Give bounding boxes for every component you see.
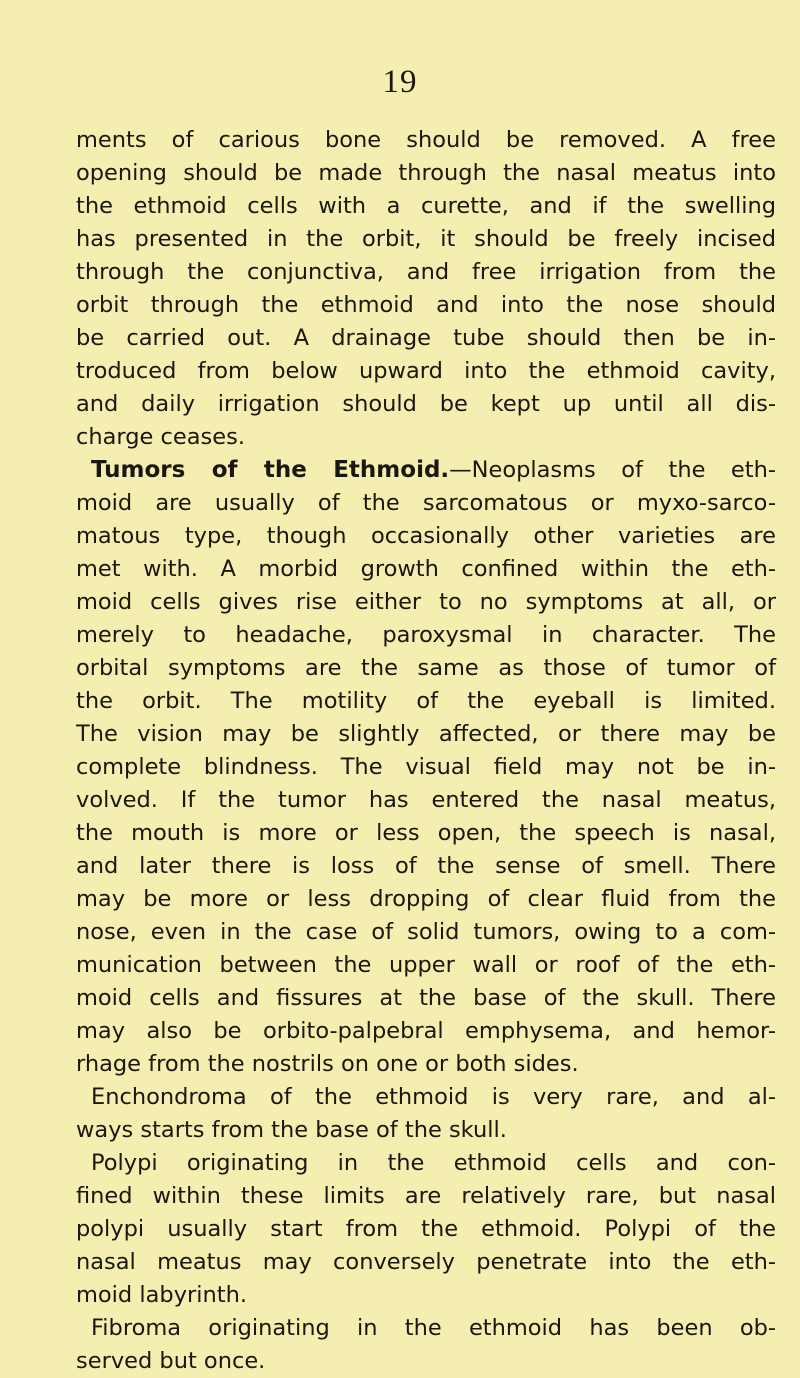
text-line xyxy=(76,223,776,256)
text-line xyxy=(76,1015,776,1048)
line-text: has presented in the orbit, it should be freely incised xyxy=(76,226,776,252)
line-text: The vision may be slightly affected, or there may be xyxy=(76,721,776,747)
line-text: orbital symptoms are the same as those of tumor of xyxy=(76,655,776,681)
line-text: polypi usually start from the ethmoid. Polypi of the xyxy=(76,1216,776,1242)
section-heading: Tumors of the Ethmoid. xyxy=(91,457,450,483)
line-text: fined within these limits are relatively rare, but nasal xyxy=(76,1183,776,1209)
text-line xyxy=(76,718,776,751)
text-line xyxy=(76,982,776,1015)
line-text: the mouth is more or less open, the speech is nasal, xyxy=(76,820,776,846)
line-text: and daily irrigation should be kept up until all dis- xyxy=(76,391,776,417)
line-text: orbit through the ethmoid and into the nose should xyxy=(76,292,776,318)
text-line xyxy=(76,421,776,454)
text-line xyxy=(76,1246,776,1279)
text-line xyxy=(76,751,776,784)
line-text: munication between the upper wall or roof of the eth- xyxy=(76,952,776,978)
line-text: nose, even in the case of solid tumors, owing to a com- xyxy=(76,919,776,945)
text-line xyxy=(76,520,776,553)
page-number: 19 xyxy=(382,64,418,100)
line-text: opening should be made through the nasal meatus into xyxy=(76,160,776,186)
text-line xyxy=(76,1312,776,1345)
text-line xyxy=(76,652,776,685)
text-line xyxy=(76,883,776,916)
text-line xyxy=(76,817,776,850)
text-line xyxy=(76,619,776,652)
text-line xyxy=(76,289,776,322)
text-line xyxy=(76,949,776,982)
line-text: the orbit. The motility of the eyeball is limited. xyxy=(76,688,776,714)
text-line xyxy=(76,322,776,355)
text-line xyxy=(76,388,776,421)
text-line xyxy=(76,1213,776,1246)
text-line xyxy=(76,1279,776,1312)
line-text: merely to headache, paroxysmal in character. The xyxy=(76,622,776,648)
text-line xyxy=(76,1345,776,1378)
line-text: moid cells and fissures at the base of the skull. There xyxy=(76,985,776,1011)
line-text: troduced from below upward into the ethmoid cavity, xyxy=(76,358,776,384)
line-text: moid are usually of the sarcomatous or myxo-sarco- xyxy=(76,490,776,516)
line-text: volved. If the tumor has entered the nasal meatus, xyxy=(76,787,776,813)
text-line xyxy=(76,1081,776,1114)
text-line xyxy=(76,1147,776,1180)
line-text: rhage from the nostrils on one or both sides. xyxy=(76,1051,579,1077)
text-line xyxy=(76,553,776,586)
text-line xyxy=(76,850,776,883)
line-text: Fibroma originating in the ethmoid has been ob- xyxy=(91,1315,776,1341)
text-line xyxy=(76,1048,776,1081)
line-text: —Neoplasms of the eth- xyxy=(449,457,776,483)
line-text: nasal meatus may conversely penetrate into the eth- xyxy=(76,1249,776,1275)
text-line xyxy=(76,355,776,388)
line-text: met with. A morbid growth confined within the eth- xyxy=(76,556,776,582)
text-line xyxy=(76,784,776,817)
line-text: Enchondroma of the ethmoid is very rare, and al- xyxy=(91,1084,776,1110)
line-text: be carried out. A drainage tube should then be in- xyxy=(76,325,776,351)
line-text: moid cells gives rise either to no symptoms at all, or xyxy=(76,589,776,615)
line-text: through the conjunctiva, and free irrigation from the xyxy=(76,259,776,285)
line-text: may also be orbito-palpebral emphysema, and hemor- xyxy=(76,1018,776,1044)
text-line xyxy=(76,586,776,619)
text-line xyxy=(76,1114,776,1147)
line-text: may be more or less dropping of clear fluid from the xyxy=(76,886,776,912)
line-text: Polypi originating in the ethmoid cells and con- xyxy=(91,1150,776,1176)
text-line xyxy=(76,1180,776,1213)
line-text: charge ceases. xyxy=(76,424,245,450)
line-text: moid labyrinth. xyxy=(76,1282,248,1308)
text-line xyxy=(76,454,776,487)
text-line xyxy=(76,685,776,718)
line-text: ways starts from the base of the skull. xyxy=(76,1117,507,1143)
line-text: ments of carious bone should be removed. A free xyxy=(76,127,776,153)
line-text: and later there is loss of the sense of smell. There xyxy=(76,853,776,879)
body-text xyxy=(76,124,776,1378)
line-text: the ethmoid cells with a curette, and if the swelling xyxy=(76,193,776,219)
text-line xyxy=(76,256,776,289)
text-line xyxy=(76,190,776,223)
line-text: complete blindness. The visual field may not be in- xyxy=(76,754,776,780)
text-line xyxy=(76,124,776,157)
line-text: matous type, though occasionally other varieties are xyxy=(76,523,776,549)
text-line xyxy=(76,487,776,520)
text-line xyxy=(76,916,776,949)
text-line xyxy=(76,157,776,190)
line-text: served but once. xyxy=(76,1348,266,1374)
